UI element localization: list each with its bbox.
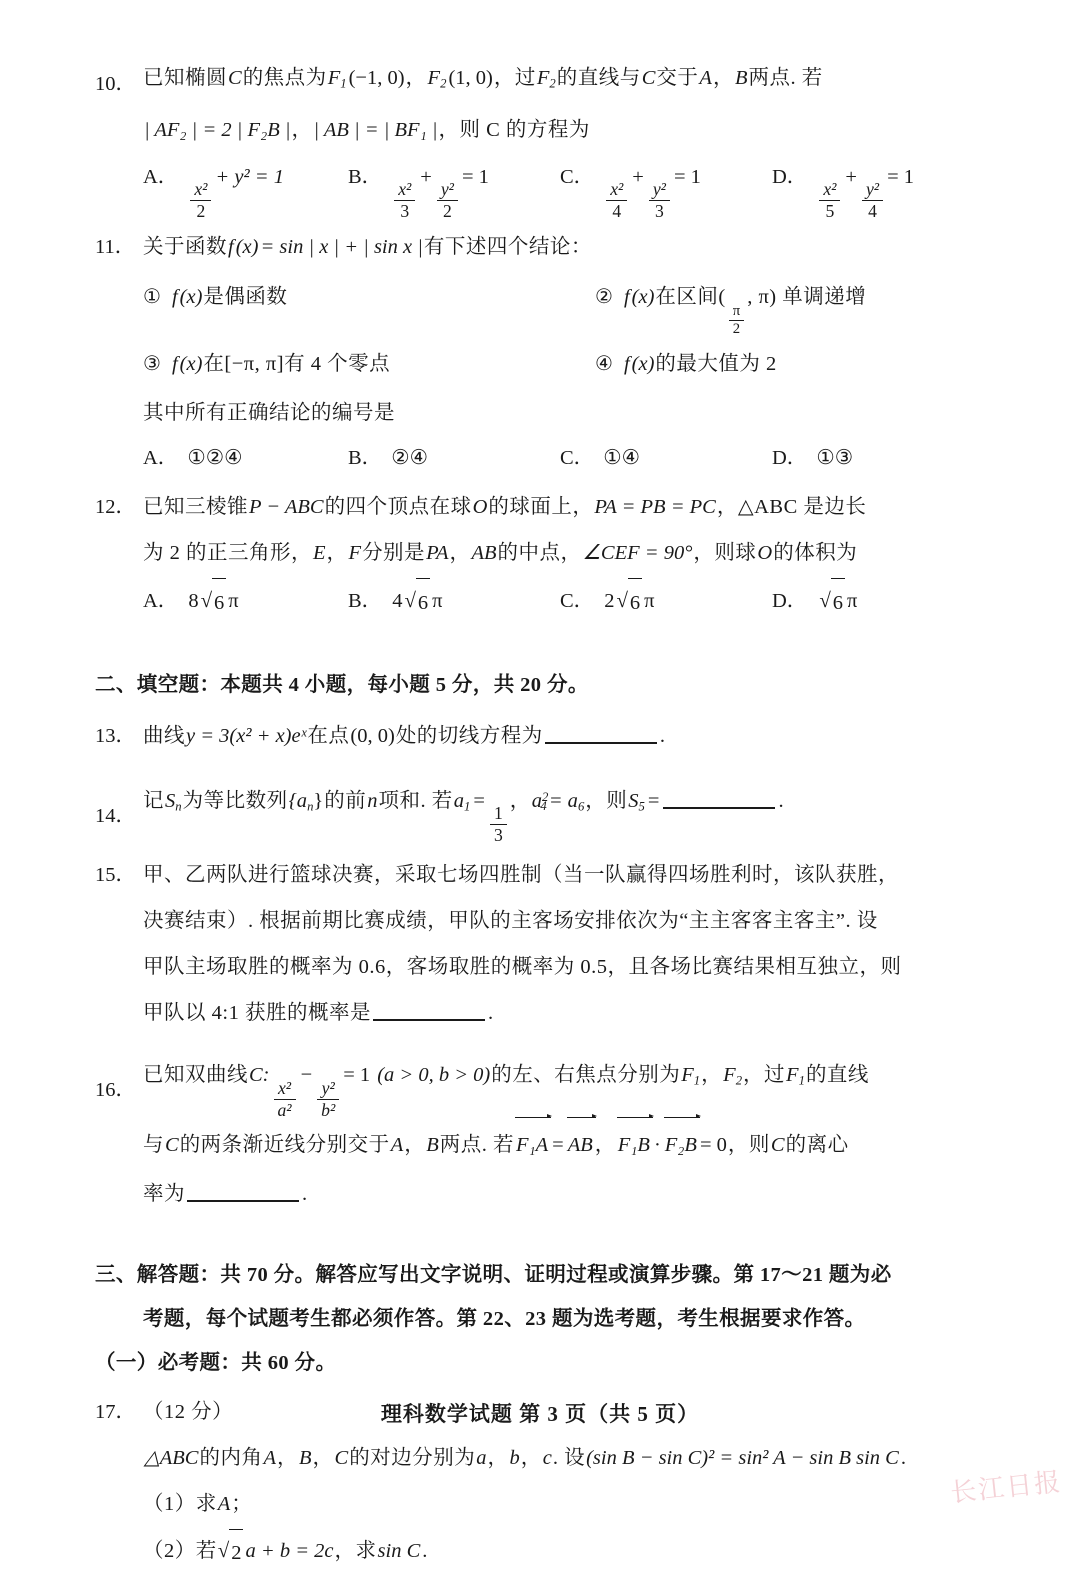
question-10-number: 10． <box>95 72 136 95</box>
question-10 <box>95 55 985 220</box>
question-14 <box>95 769 985 845</box>
option-a[interactable]: A． 8 √ 6 π <box>143 576 348 627</box>
question-17-score: （12 分） <box>143 1401 234 1424</box>
question-15-line-2: 决赛结束）. 根据前期比赛成绩，甲队的主客场安排依次为“主主客客主客主”. 设 <box>143 910 878 933</box>
question-13-number: 13． <box>95 724 136 747</box>
question-16-line-1: 16． 已知双曲线C: $\frac{\text{x²}}{\text{a²}}$ − $\frac{\text{y²}}{\text{b²}}$ = 1 (a > 0, b > 0)的左、右焦点分别为$F_1$，$F_2$，过$F_1$的直线 <box>95 1046 985 1119</box>
question-11-conclusions-row-2 <box>95 338 985 390</box>
question-17-stem: △ABC的内角A，B，C的对边分别为a，b，c. 设(sin B − sin C)² = sin² A − sin B sin C. <box>144 1447 906 1470</box>
question-17-number: 17． <box>95 1401 136 1424</box>
vector-f2b: F₂B <box>664 1119 698 1171</box>
question-11-closing: 其中所有正确结论的编号是 <box>143 401 395 424</box>
option-c[interactable]: C． $\frac{\text{x²}}{4}$ + $\frac{\text{y²}}{3}$ = 1 <box>560 165 701 221</box>
conclusion-2: ② f(x)在区间( $\frac{\pi}{2}$ , π) 单调递增 <box>595 286 867 338</box>
f2-through: $F_2$ <box>536 67 556 91</box>
section-3-subheader: （一）必考题：共 60 分。 <box>95 1352 337 1375</box>
question-15 <box>95 852 985 1036</box>
question-12 <box>95 484 985 627</box>
question-10-line-2: | AF₂ | = 2 | F₂B |，| AB | = | BF₁ |，则 C 的方程为 <box>144 118 590 141</box>
question-13 <box>95 713 985 759</box>
q10-tail: 则 C 的方程为 <box>459 118 590 141</box>
answer-blank-14[interactable] <box>663 787 775 808</box>
question-10-stem: 已知椭圆C的焦点为$F_1(-1$, 0)，$F_2(1$, 0)，过$F_2$的直线与C交于A，B两点. 若 <box>143 67 823 91</box>
answer-blank-16[interactable] <box>187 1181 299 1202</box>
q10-condition-2: | AB | = | BF₁ | <box>313 118 438 141</box>
page-footer: 理科数学试题 第 3 页（共 5 页） <box>380 1402 700 1426</box>
question-10-line-1 <box>95 55 985 107</box>
f2-symbol: $F_2$ <box>427 67 447 91</box>
vector-ab: AB <box>567 1119 594 1171</box>
option-d[interactable]: D． ①③ <box>772 446 854 469</box>
sqrt-icon: √ 2 <box>218 1527 244 1576</box>
option-b[interactable]: B． 4 √ 6 π <box>348 576 560 627</box>
option-c[interactable]: C． 2 √ 6 π <box>560 576 772 627</box>
question-16-number: 16． <box>95 1079 136 1102</box>
question-17-part-2: （2）若 √ 2 a + b = 2c，求sin C. <box>95 1527 985 1576</box>
question-12-number: 12． <box>95 495 136 518</box>
vector-f1b: F₁B <box>617 1119 651 1171</box>
section-3-header-line-2: 考题，每个试题考生都必须作答。第 22、23 题为选考题，考生根据要求作答。 <box>143 1308 866 1331</box>
question-12-line-2: 为 2 的正三角形，E，F分别是PA，AB的中点，∠CEF = 90°，则球O的体积为 <box>143 541 858 564</box>
question-11-conclusions-row-1 <box>95 270 985 337</box>
question-11-options <box>95 436 985 480</box>
question-12-line-1: 12． 已知三棱锥P − ABC的四个顶点在球O的球面上，PA = PB = PC，△ABC 是边长 <box>95 484 985 530</box>
option-a[interactable]: A． ①②④ <box>143 446 243 469</box>
section-3-header-line-1: 三、解答题：共 70 分。解答应写出文字说明、证明过程或演算步骤。第 17～21 题为必 <box>95 1264 892 1287</box>
conclusion-1: ① f(x)是偶函数 <box>143 286 288 309</box>
q10-condition-1: | AF₂ | = 2 | F₂B | <box>144 118 291 141</box>
sqrt-icon: √ 6 <box>404 576 430 627</box>
conclusion-4: ④ f(x)的最大值为 2 <box>595 352 777 375</box>
question-15-line-1: 15． 甲、乙两队进行篮球决赛，采取七场四胜制（当一队赢得四场胜利时，该队获胜， <box>95 852 985 898</box>
question-16-line-2: 与C的两条渐近线分别交于A，B两点. 若 F₁A = AB， F₁B · F₂B = 0，则C的离心 <box>95 1119 985 1171</box>
option-c[interactable]: C． ①④ <box>560 446 640 469</box>
question-11 <box>95 224 985 479</box>
question-17-part-1: （1）求A； <box>143 1493 253 1516</box>
question-10-options <box>95 153 985 221</box>
answer-blank-13[interactable] <box>545 722 657 743</box>
question-15-line-4: 甲队以 4:1 获胜的概率是 . <box>95 990 985 1036</box>
question-13-line: 13． 曲线y = 3(x² + x)eˣ在点(0, 0)处的切线方程为 . <box>95 713 985 759</box>
vector-f1a: F₁A <box>515 1119 549 1171</box>
question-11-stem: 11． 关于函数f(x)= sin | x | + | sin x |有下述四个结论： <box>95 224 985 270</box>
question-14-line: 14． 记$S_n$为等比数列$\{a_n\}$的前n项和. 若$a_1$ = $\frac{1}{3}$ ，$a^2_4= a_6$，则$S_5$ = . <box>95 769 985 845</box>
conclusion-3: ③ f(x)在[−π, π]有 4 个零点 <box>143 352 391 375</box>
question-16-line-3: 率为 . <box>95 1171 985 1217</box>
question-12-options <box>95 576 985 627</box>
answer-blank-15[interactable] <box>373 1000 485 1021</box>
f1-symbol: $F_1$ <box>327 67 347 91</box>
question-14-number: 14． <box>95 805 136 828</box>
sqrt-icon: √ 6 <box>201 576 227 627</box>
question-16 <box>95 1046 985 1217</box>
question-15-number: 15． <box>95 864 136 887</box>
question-15-line-3: 甲队主场取胜的概率为 0.6，客场取胜的概率为 0.5，且各场比赛结果相互独立，则 <box>143 956 902 979</box>
option-a[interactable]: A． $\frac{\text{x²}}{2}$ + y² = 1 <box>143 165 284 221</box>
question-11-number: 11． <box>95 236 136 259</box>
option-b[interactable]: B． ②④ <box>348 446 428 469</box>
watermark: 长江日报 <box>948 1467 1064 1508</box>
option-d[interactable]: D． $\frac{\text{x²}}{5}$ + $\frac{\text{y²}}{4}$ = 1 <box>772 165 915 221</box>
section-2-header: 二、填空题：本题共 4 小题，每小题 5 分，共 20 分。 <box>95 673 589 696</box>
sqrt-icon: √ 6 <box>819 576 845 627</box>
option-d[interactable]: D． √ 6 π <box>772 576 858 627</box>
option-b[interactable]: B． $\frac{\text{x²}}{3}$ + $\frac{\text{y²}}{2}$ = 1 <box>348 165 489 221</box>
sqrt-icon: √ 6 <box>616 576 642 627</box>
